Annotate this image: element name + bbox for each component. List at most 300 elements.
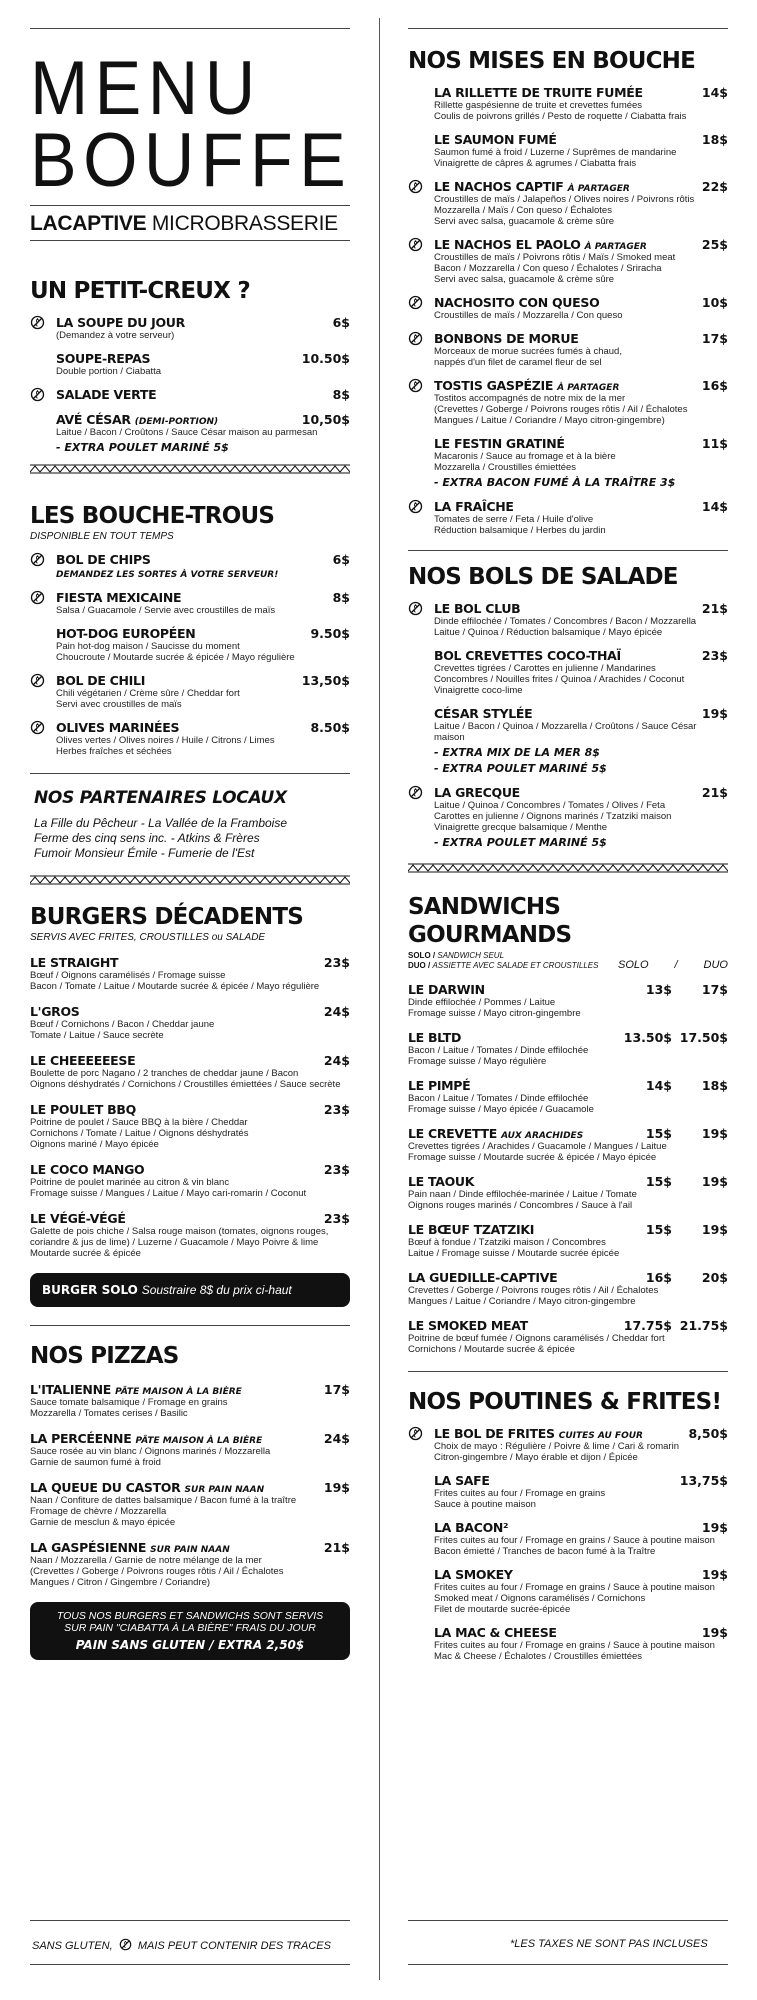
- gluten-free-icon: [408, 785, 423, 800]
- gluten-free-icon: [119, 1938, 132, 1951]
- item-header: [56, 590, 350, 605]
- item-price: 14$: [701, 85, 728, 100]
- item-description: Frites cuites au four / Fromage en grains: [434, 1488, 606, 1499]
- item-name: [408, 1270, 612, 1285]
- item-price: 13,75$: [679, 1473, 728, 1488]
- item-price: 18$: [701, 132, 728, 147]
- item-name: [434, 179, 630, 194]
- section-sandwichs: [408, 893, 728, 1355]
- section-title: NOS BOLS DE SALADE: [408, 564, 678, 590]
- gluten-free-icon: [30, 387, 45, 402]
- zigzag-divider: [408, 863, 728, 873]
- item-price: 19$: [701, 1625, 728, 1640]
- item-title: LE CHEEEEEESE: [30, 1053, 136, 1068]
- item-title: SALADE VERTE: [56, 387, 157, 402]
- item-header: [30, 1004, 350, 1019]
- menu-item: [408, 706, 728, 775]
- partner-line: La Fille du Pêcheur - La Vallée de la Framboise: [34, 816, 288, 830]
- menu-item: [408, 1318, 728, 1355]
- item-description: Bacon / Laitue / Tomates / Dinde effilochée: [408, 1045, 589, 1056]
- gluten-free-icon: [30, 720, 45, 735]
- item-title: LE BLTD: [408, 1030, 462, 1045]
- menu-item: [30, 387, 350, 402]
- footer-gluten-note: SANS GLUTEN, MAIS PEUT CONTENIR DES TRACES: [32, 1940, 331, 1952]
- item-list: [408, 1426, 728, 1662]
- item-description: Dinde effilochée / Tomates / Concombres / Bacon / Mozzarella: [434, 616, 697, 627]
- item-description: Mangues / Citron / Gingembre / Coriandre): [30, 1577, 211, 1588]
- item-header: [56, 315, 350, 330]
- item-description: Bacon / Tomate / Laitue / Moutarde sucrée & épicée / Mayo régulière: [30, 981, 320, 992]
- item-title: LA SMOKEY: [434, 1567, 513, 1582]
- item-description: Laitue / Fromage suisse / Moutarde sucrée épicée: [408, 1248, 620, 1259]
- menu-item: [408, 436, 728, 489]
- item-price: 8,50$: [688, 1426, 728, 1441]
- menu-item: [408, 1567, 728, 1615]
- item-title: LA GUEDILLE-CAPTIVE: [408, 1270, 558, 1285]
- menu-item: [408, 1473, 728, 1510]
- item-header: [408, 1174, 728, 1189]
- menu-item: [408, 982, 728, 1019]
- item-title: LA BACON²: [434, 1520, 509, 1535]
- menu-item: [408, 1625, 728, 1662]
- section-petit-creux: [30, 277, 350, 454]
- item-description: Mangues / Laitue / Coriandre / Mayo citron-gingembre: [408, 1296, 636, 1307]
- item-description: Bacon émietté / Tranches de bacon fumé à la Traître: [434, 1546, 656, 1557]
- item-name: [30, 1540, 230, 1555]
- item-description: nappés d'un filet de caramel fleur de sel: [434, 357, 602, 368]
- item-header: [30, 955, 350, 970]
- item-price: 8$: [332, 590, 350, 605]
- menu-item: [408, 85, 728, 122]
- footer-tax-note: *LES TAXES NE SONT PAS INCLUSES: [510, 1938, 708, 1950]
- item-name: [56, 552, 151, 567]
- item-title: LE NACHOS EL PAOLO: [434, 237, 581, 252]
- menu-item: [408, 1426, 728, 1463]
- item-header: [434, 378, 728, 393]
- menu-item: [30, 673, 350, 710]
- section-title: BURGERS DÉCADENTS: [30, 904, 303, 930]
- item-description: Mangues / Laitue / Coriandre / Mayo citron-gingembre): [434, 415, 665, 426]
- item-name: [30, 955, 118, 970]
- item-header: [434, 436, 728, 451]
- partners-list: [34, 816, 350, 861]
- menu-item: [30, 1480, 350, 1528]
- item-name: [56, 673, 145, 688]
- item-name: [56, 351, 150, 366]
- item-name: [408, 1174, 612, 1189]
- gluten-free-icon: [408, 378, 423, 393]
- item-header: [434, 1625, 728, 1640]
- item-name: [56, 626, 195, 641]
- price-solo: 15$: [645, 1126, 672, 1141]
- section-mises-en-bouche: [408, 47, 728, 536]
- menu-item: [30, 1004, 350, 1041]
- item-header: [434, 179, 728, 194]
- menu-item: [408, 378, 728, 426]
- item-price: 19$: [323, 1480, 350, 1495]
- item-description: Galette de pois chiche / Salsa rouge maison (tomates, oignons rouges,: [30, 1226, 329, 1237]
- item-description: Naan / Mozzarella / Garnie de notre mélange de la mer: [30, 1555, 262, 1566]
- item-name: [30, 1382, 242, 1397]
- item-tag: (DEMI-PORTION): [134, 417, 219, 427]
- item-price: 24$: [323, 1053, 350, 1068]
- item-description: Smoked meat / Oignons caramélisés / Cornichons: [434, 1593, 646, 1604]
- item-description: Saumon fumé à froid / Luzerne / Suprêmes de mandarine: [434, 147, 677, 158]
- menu-item: [30, 1211, 350, 1259]
- item-header: [30, 1102, 350, 1117]
- col-duo: DUO: [703, 959, 728, 971]
- menu-item: [408, 601, 728, 638]
- item-description: Crevettes tigrées / Carottes en julienne / Mandarines: [434, 663, 656, 674]
- item-name: [30, 1162, 144, 1177]
- item-price: 19$: [701, 1520, 728, 1535]
- item-header: [434, 785, 728, 800]
- item-tag: PÂTE MAISON À LA BIÈRE: [115, 1387, 242, 1397]
- item-header: [30, 1382, 350, 1397]
- item-description: Tostitos accompagnés de notre mix de la mer: [434, 393, 626, 404]
- menu-item: [408, 1222, 728, 1259]
- item-price: 22$: [701, 179, 728, 194]
- item-title: AVÉ CÉSAR: [56, 412, 131, 427]
- item-description: Oignons déshydratés / Cornichons / Croustilles émiettées / Sauce secrète: [30, 1079, 341, 1090]
- menu-item: [30, 412, 350, 454]
- item-description: Bœuf à fondue / Tzatziki maison / Concombres: [408, 1237, 606, 1248]
- item-header: [408, 982, 728, 997]
- item-description: Frites cuites au four / Fromage en grains / Sauce à poutine maison: [434, 1640, 715, 1651]
- menu-item: [30, 1431, 350, 1468]
- section-burgers: [30, 903, 350, 1307]
- item-description: Bacon / Laitue / Tomates / Dinde effilochée: [408, 1093, 589, 1104]
- item-extra: - EXTRA POULET MARINÉ 5$: [434, 762, 607, 775]
- item-list: [30, 552, 350, 757]
- menu-item: [408, 1520, 728, 1557]
- item-description: Crevettes / Goberge / Poivrons rouges rôtis / Ail / Échalotes: [408, 1285, 659, 1296]
- item-description: Naan / Confiture de dattes balsamique / Bacon fumé à la traître: [30, 1495, 297, 1506]
- item-header: [30, 1540, 350, 1555]
- item-description: Filet de moutarde sucrée-épicée: [434, 1604, 571, 1615]
- item-description: Croustilles de maïs / Jalapeños / Olives noires / Poivrons rôtis: [434, 194, 695, 205]
- item-name: [434, 378, 619, 393]
- item-name: [434, 1520, 508, 1535]
- price-duo: 20$: [701, 1270, 728, 1285]
- item-title: TOSTIS GASPÉZIE: [434, 378, 554, 393]
- item-name: [408, 1078, 612, 1093]
- item-description: Cornichons / Moutarde sucrée & épicée: [408, 1344, 575, 1355]
- price-solo: 17.75$: [623, 1318, 672, 1333]
- item-title: LE BOL DE FRITES: [434, 1426, 555, 1441]
- menu-item: [408, 295, 728, 321]
- item-name: [30, 1102, 136, 1117]
- item-description: (Crevettes / Goberge / Poivrons rouges rôtis / Ail / Échalotes: [434, 404, 688, 415]
- top-rule: [30, 28, 350, 29]
- section-bouche-trous: [30, 502, 350, 757]
- price-duo: 19$: [701, 1222, 728, 1237]
- item-description: Dinde effilochée / Pommes / Laitue: [408, 997, 556, 1008]
- item-price: 6$: [332, 315, 350, 330]
- item-description: Macaronis / Sauce au fromage et à la bière: [434, 451, 616, 462]
- price-solo: 13$: [645, 982, 672, 997]
- item-price: 17$: [701, 331, 728, 346]
- item-description: Poitrine de poulet / Sauce BBQ à la bière / Cheddar: [30, 1117, 248, 1128]
- item-description: Concombres / Nouilles frites / Quinoa / Arachides / Coconut: [434, 674, 685, 685]
- item-tag: SUR PAIN NAAN: [184, 1485, 265, 1495]
- item-title: LE BŒUF TZATZIKI: [408, 1222, 535, 1237]
- zigzag-divider: [30, 464, 350, 474]
- item-price: 24$: [323, 1004, 350, 1019]
- item-extra: - EXTRA BACON FUMÉ À LA TRAÎTRE 3$: [434, 476, 676, 489]
- item-title: LA GRECQUE: [434, 785, 520, 800]
- item-title: LA SOUPE DU JOUR: [56, 315, 185, 330]
- item-price: 23$: [323, 955, 350, 970]
- menu-item: [408, 499, 728, 536]
- menu-item: [30, 315, 350, 341]
- item-header: [434, 1426, 728, 1441]
- partner-line: Ferme des cinq sens inc. - Atkins & Frères: [34, 831, 260, 845]
- title-bouffe: BOUFFE: [30, 118, 353, 203]
- item-title: LE PIMPÉ: [408, 1078, 471, 1093]
- price-solo: 15$: [645, 1174, 672, 1189]
- item-price: 23$: [323, 1162, 350, 1177]
- item-header: [434, 648, 728, 663]
- item-tag: À PARTAGER: [557, 383, 620, 393]
- item-name: [434, 706, 532, 721]
- price-duo: 17.50$: [679, 1030, 728, 1045]
- item-header: [56, 673, 350, 688]
- item-header: [56, 626, 350, 641]
- section-title: NOS POUTINES & FRITES!: [408, 1389, 722, 1415]
- item-description: Fromage de chèvre / Mozzarella: [30, 1506, 167, 1517]
- item-description: Réduction balsamique / Herbes du jardin: [434, 525, 606, 536]
- item-description: Frites cuites au four / Fromage en grains / Sauce à poutine maison: [434, 1582, 715, 1593]
- item-title: L'GROS: [30, 1004, 80, 1019]
- item-extra: - EXTRA MIX DE LA MER 8$: [434, 746, 600, 759]
- item-price: 13,50$: [301, 673, 350, 688]
- item-description: Tomates de serre / Feta / Huile d'olive: [434, 514, 594, 525]
- item-name: [30, 1053, 135, 1068]
- item-tag: CUITES AU FOUR: [558, 1431, 643, 1441]
- item-name: [434, 237, 647, 252]
- item-header: [434, 132, 728, 147]
- item-description: Olives vertes / Olives noires / Huile / Citrons / Limes: [56, 735, 275, 746]
- section-bols: [408, 563, 728, 849]
- price-solo: 15$: [645, 1222, 672, 1237]
- item-header: [408, 1030, 728, 1045]
- item-header: [30, 1480, 350, 1495]
- item-title: LE POULET BBQ: [30, 1102, 136, 1117]
- price-solo: 13.50$: [623, 1030, 672, 1045]
- menu-item: [408, 1126, 728, 1163]
- item-header: [56, 412, 350, 427]
- item-description: Pain naan / Dinde effilochée-marinée / Laitue / Tomate: [408, 1189, 637, 1200]
- item-price: 21$: [701, 785, 728, 800]
- item-title: LE CREVETTE: [408, 1126, 497, 1141]
- item-name: [30, 1480, 264, 1495]
- item-extra: - EXTRA POULET MARINÉ 5$: [434, 836, 607, 849]
- item-description: Servi avec croustilles de maïs: [56, 699, 182, 710]
- item-price: 25$: [701, 237, 728, 252]
- item-name: [408, 982, 612, 997]
- gluten-free-icon: [408, 295, 423, 310]
- item-description: Vinaigrette grecque balsamique / Menthe: [434, 822, 608, 833]
- item-tag: PÂTE MAISON À LA BIÈRE: [135, 1436, 263, 1446]
- item-title: LA MAC & CHEESE: [434, 1625, 557, 1640]
- section-title: NOS MISES EN BOUCHE: [408, 48, 696, 74]
- item-name: [56, 387, 156, 402]
- menu-item: [30, 1102, 350, 1150]
- item-description: Laitue / Quinoa / Réduction balsamique / Mayo épicée: [434, 627, 663, 638]
- section-poutines: [408, 1388, 728, 1662]
- item-description: Fromage suisse / Mayo citron-gingembre: [408, 1008, 581, 1019]
- menu-item: [30, 552, 350, 580]
- item-description: Fromage suisse / Mangues / Laitue / Mayo cari-romarin / Coconut: [30, 1188, 307, 1199]
- item-description: Laitue / Bacon / Croûtons / Sauce César maison au parmesan: [56, 427, 318, 438]
- item-description: Mac & Cheese / Échalotes / Croustilles émiettées: [434, 1651, 643, 1662]
- menu-item: [30, 720, 350, 757]
- item-name: [30, 1431, 262, 1446]
- item-name: [56, 720, 179, 735]
- menu-item: [30, 351, 350, 377]
- item-extra: - EXTRA POULET MARINÉ 5$: [56, 441, 229, 454]
- bread-note-banner: TOUS NOS BURGERS ET SANDWICHS SONT SERVIS SUR PAIN "CIABATTA À LA BIÈRE" FRAIS DU JOUR PAIN SANS GLUTEN / EXTRA 2,50$: [30, 1602, 350, 1660]
- item-title: LA PERCÉENNE: [30, 1431, 132, 1446]
- menu-item: [408, 237, 728, 285]
- item-tag: SUR PAIN NAAN: [150, 1545, 230, 1555]
- item-title: BOL DE CHILI: [56, 673, 146, 688]
- item-description: Citron-gingembre / Mayo érable et dijon / Épicée: [434, 1452, 638, 1463]
- item-description: Sauce rosée au vin blanc / Oignons marinés / Mozzarella: [30, 1446, 271, 1457]
- item-header: [434, 237, 728, 252]
- item-header: [30, 1162, 350, 1177]
- title-menu: MENU: [30, 46, 262, 131]
- item-description: Sauce tomate balsamique / Fromage en grains: [30, 1397, 228, 1408]
- item-title: LA GASPÉSIENNE: [30, 1540, 147, 1555]
- item-title: LE NACHOS CAPTIF: [434, 179, 564, 194]
- item-description: Herbes fraîches et séchées: [56, 746, 172, 757]
- item-price: 8.50$: [310, 720, 350, 735]
- item-title: LA FRAÎCHE: [434, 499, 514, 514]
- item-price: 11$: [701, 436, 728, 451]
- item-title: LA QUEUE DU CASTOR: [30, 1480, 181, 1495]
- item-description: Pain hot-dog maison / Saucisse du moment: [56, 641, 240, 652]
- item-description: Double portion / Ciabatta: [56, 366, 162, 377]
- item-description: Croustilles de maïs / Mozzarella / Con queso: [434, 310, 623, 321]
- item-name: [434, 785, 520, 800]
- item-description: Mozzarella / Croustilles émiettées: [434, 462, 577, 473]
- item-description: Chili végétarien / Crème sûre / Cheddar fort: [56, 688, 240, 699]
- col-solo: SOLO: [618, 959, 649, 971]
- item-description: Laitue / Quinoa / Concombres / Tomates / Olives / Feta: [434, 800, 666, 811]
- item-description: Crevettes tigrées / Arachides / Guacamole / Mangues / Laitue: [408, 1141, 667, 1152]
- item-price: 10,50$: [301, 412, 350, 427]
- item-header: [434, 601, 728, 616]
- section-subtitle: DISPONIBLE EN TOUT TEMPS: [30, 531, 174, 542]
- item-price: 16$: [701, 378, 728, 393]
- item-price: 24$: [323, 1431, 350, 1446]
- menu-item: [30, 1540, 350, 1588]
- section-title: NOS PIZZAS: [30, 1343, 179, 1369]
- item-header: [56, 351, 350, 366]
- item-description: Mozzarella / Tomates cerises / Basilic: [30, 1408, 188, 1419]
- item-title: BOL CREVETTES COCO-THAÏ: [434, 648, 621, 663]
- item-description: Bœuf / Oignons caramélisés / Fromage suisse: [30, 970, 226, 981]
- item-name: [434, 601, 520, 616]
- item-title: LE VÉGÉ-VÉGÉ: [30, 1211, 126, 1226]
- item-price: 10$: [701, 295, 728, 310]
- item-price: 23$: [701, 648, 728, 663]
- partners-title: NOS PARTENAIRES LOCAUX: [34, 788, 287, 808]
- partner-line: Fumoir Monsieur Émile - Fumerie de l'Est: [34, 846, 255, 860]
- item-description: Rillette gaspésienne de truite et crevettes fumées: [434, 100, 643, 111]
- menu-item: [30, 590, 350, 616]
- item-description: Frites cuites au four / Fromage en grains / Sauce à poutine maison: [434, 1535, 715, 1546]
- menu-item: [30, 1382, 350, 1419]
- item-description: (Demandez à votre serveur): [56, 330, 175, 341]
- item-title: OLIVES MARINÉES: [56, 720, 180, 735]
- left-column: [30, 0, 353, 1660]
- menu-item: [408, 1270, 728, 1307]
- gluten-free-icon: [408, 1426, 423, 1441]
- gluten-free-icon: [30, 673, 45, 688]
- menu-item: [408, 1174, 728, 1211]
- price-duo: 18$: [701, 1078, 728, 1093]
- item-header: [434, 706, 728, 721]
- item-name: [434, 331, 578, 346]
- item-list: [30, 315, 350, 454]
- section-pizzas: [30, 1342, 350, 1660]
- menu-item: [30, 955, 350, 992]
- item-name: [56, 590, 181, 605]
- item-description: Laitue / Bacon / Quinoa / Mozzarella / Croûtons / Sauce César maison: [434, 721, 697, 743]
- item-title: LE TAOUK: [408, 1174, 475, 1189]
- item-price: 9.50$: [310, 626, 350, 641]
- item-price: 10.50$: [301, 351, 350, 366]
- item-description: Coulis de poivrons grillés / Pesto de roquette / Ciabatta frais: [434, 111, 687, 122]
- item-title: LE STRAIGHT: [30, 955, 119, 970]
- item-description: Choix de mayo : Régulière / Poivre & lime / Cari & romarin: [434, 1441, 679, 1452]
- item-description: Bœuf / Cornichons / Bacon / Cheddar jaune: [30, 1019, 215, 1030]
- item-description: Poitrine de poulet marinée au citron & vin blanc: [30, 1177, 230, 1188]
- item-title: NACHOSITO CON QUESO: [434, 295, 600, 310]
- item-tag: AUX ARACHIDES: [501, 1131, 584, 1141]
- item-description: Cornichons / Tomate / Laitue / Oignons déshydratés: [30, 1128, 249, 1139]
- item-price: 21$: [701, 601, 728, 616]
- zigzag-divider: [30, 875, 350, 885]
- item-name: [434, 1625, 557, 1640]
- item-header: [408, 1078, 728, 1093]
- item-description: coriandre & jus de lime) / Luzerne / Guacamole / Mayo Poivre & lime: [30, 1237, 319, 1248]
- item-description: Croustilles de maïs / Poivrons rôtis / Maïs / Smoked meat: [434, 252, 676, 263]
- item-description: Fromage suisse / Mayo régulière: [408, 1056, 547, 1067]
- item-description: Sauce à poutine maison: [434, 1499, 536, 1510]
- item-header: [408, 1222, 728, 1237]
- item-title: HOT-DOG EUROPÉEN: [56, 626, 196, 641]
- item-description: Servi avec salsa, guacamole & crème sûre: [434, 216, 615, 227]
- item-description: Garnie de mesclun & mayo épicée: [30, 1517, 176, 1528]
- item-name: [434, 648, 621, 663]
- item-header: [408, 1318, 728, 1333]
- item-header: [434, 1473, 728, 1488]
- item-tag: À PARTAGER: [567, 184, 630, 194]
- gluten-free-icon: [30, 590, 45, 605]
- item-title: BONBONS DE MORUE: [434, 331, 579, 346]
- item-header: [434, 1567, 728, 1582]
- item-description: Salsa / Guacamole / Servie avec croustilles de maïs: [56, 605, 276, 616]
- gluten-free-icon: [408, 499, 423, 514]
- item-description: Morceaux de morue sucrées fumés à chaud,: [434, 346, 622, 357]
- section-title: SANDWICHS GOURMANDS: [408, 894, 572, 948]
- item-name: [408, 1126, 612, 1141]
- gluten-free-icon: [30, 552, 45, 567]
